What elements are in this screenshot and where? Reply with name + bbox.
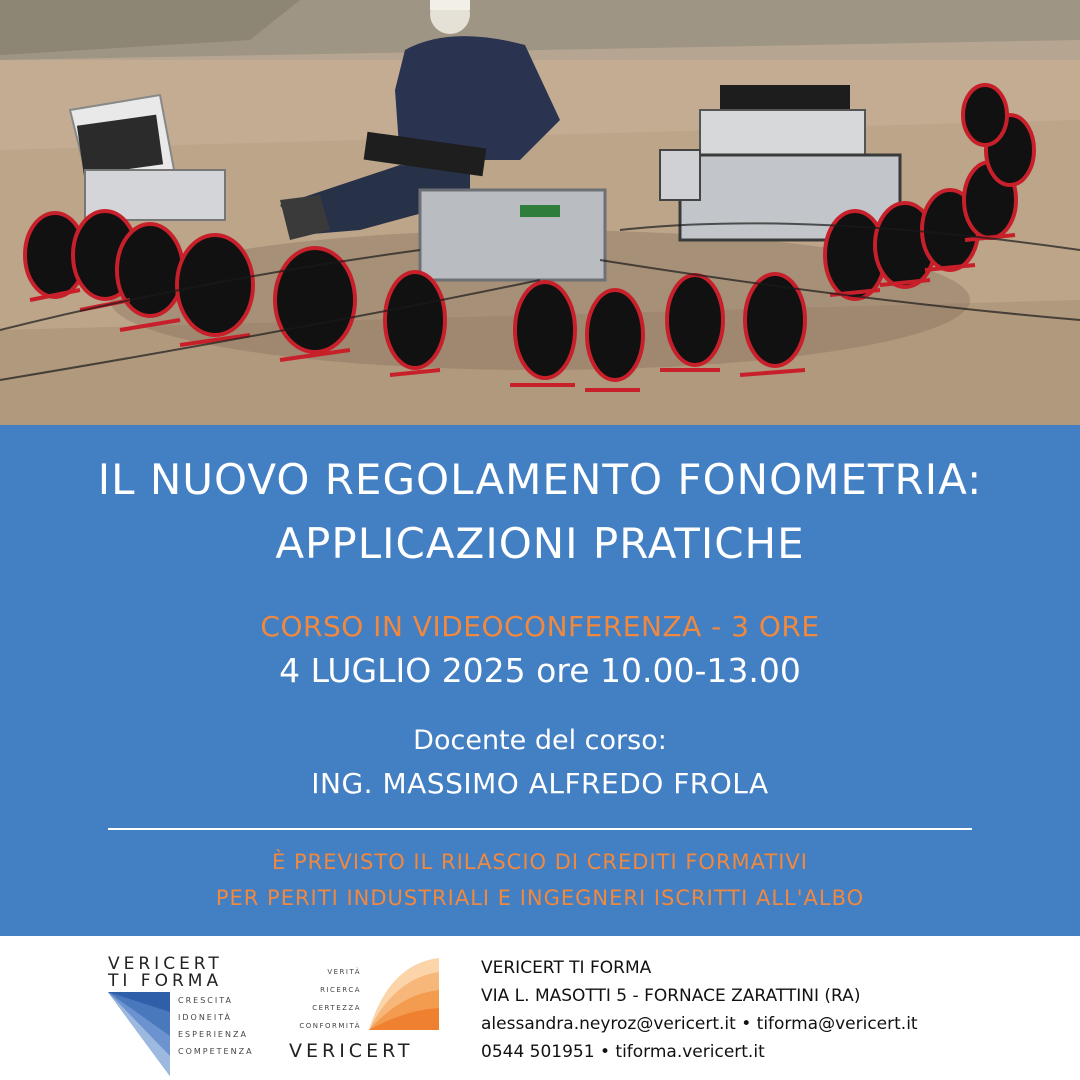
logo-word-2: IDONEITÀ [178,1013,232,1022]
course-date: 4 LUGLIO 2025 ore 10.00-13.00 [279,651,801,690]
logo-brand-line-2: TI FORMA [108,971,223,991]
vericert-logo [285,956,445,1066]
teacher-label: Docente del corso: [413,725,667,756]
teacher-name: ING. MASSIMO ALFREDO FROLA [311,767,769,800]
course-type: CORSO IN VIDEOCONFERENZA - 3 ORE [260,610,820,643]
logo-word-3: ESPERIENZA [178,1030,248,1039]
logo-brand-line-1: VERICERT [108,954,223,974]
blue-fan-logo-icon [108,992,178,1078]
course-info-panel [0,425,1080,936]
logo2-word-1: VERITÀ [327,968,361,976]
logo2-word-3: CERTEZZA [312,1004,361,1012]
logo-word-4: COMPETENZA [178,1047,254,1056]
footer [0,936,1080,1080]
contact-emails[interactable]: alessandra.neyroz@vericert.it • tiforma@vericert.it [481,1014,918,1034]
contact-info [481,954,1041,1066]
contact-phone-web[interactable]: 0544 501951 • tiforma.vericert.it [481,1042,765,1062]
orange-fan-logo-icon [365,958,441,1032]
logo2-word-2: RICERCA [320,986,361,994]
vericert-ti-forma-logo [108,956,258,1066]
headline-line-2: APPLICAZIONI PRATICHE [275,519,805,568]
credits-line-2: PER PERITI INDUSTRIALI E INGEGNERI ISCRITTI ALL'ALBO [215,886,865,910]
contact-address: VIA L. MASOTTI 5 - FORNACE ZARATTINI (RA) [481,986,861,1006]
logo-word-1: CRESCITA [178,996,233,1005]
logo2-word-4: CONFORMITÀ [299,1022,361,1030]
credits-line-1: È PREVISTO IL RILASCIO DI CREDITI FORMATIVI [272,850,808,874]
headline-line-1: IL NUOVO REGOLAMENTO FONOMETRIA: [97,455,983,504]
contact-company: VERICERT TI FORMA [481,958,652,978]
logo2-brand: VERICERT [289,1040,414,1062]
header-photo [0,0,1080,425]
field-sound-measurement-photo-icon [0,0,1080,425]
divider [108,828,972,830]
